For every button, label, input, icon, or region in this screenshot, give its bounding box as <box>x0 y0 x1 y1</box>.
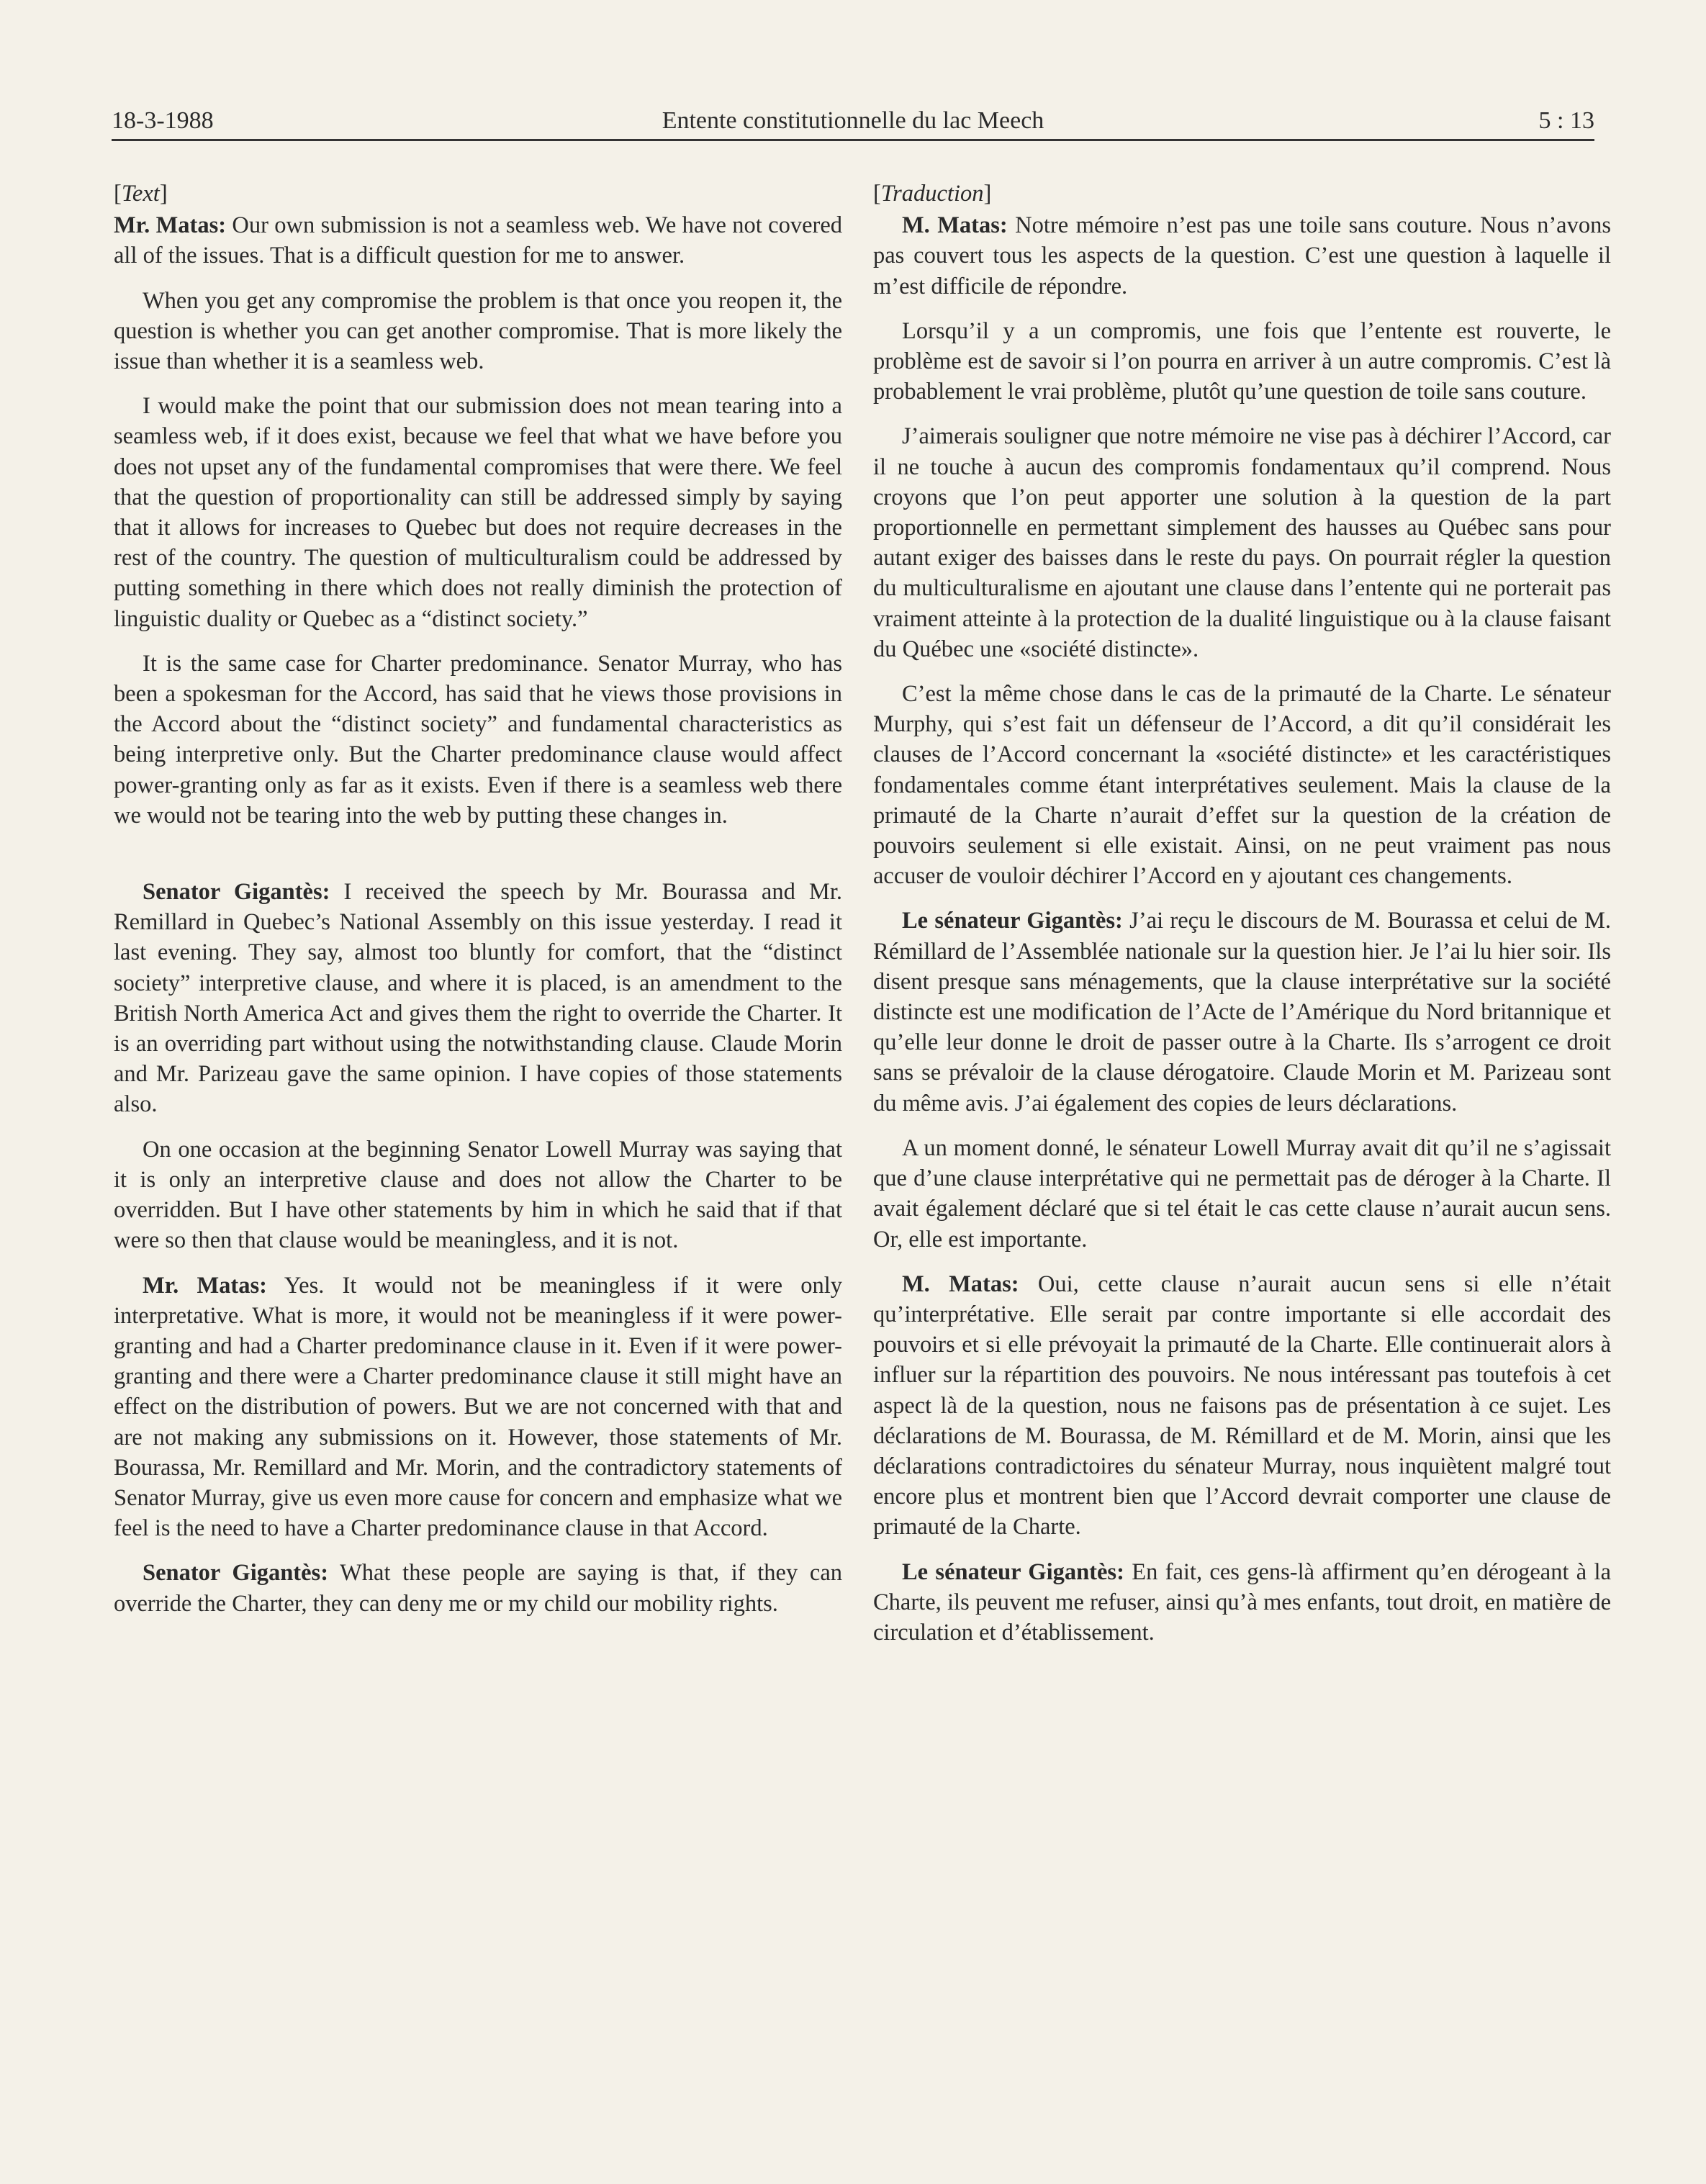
paragraph-text: I received the speech by Mr. Bourassa and Mr. Remillard in Quebec’s National Assembly on this issue yesterday. I read it last evening. They say, almost too bluntly for comfort, that the “distinct society” interpretive clause, and where it is placed, is an amendment to the British North America Act and gives them the right to override the Charter. It is an overriding part without using the notwithstanding clause. Claude Morin and Mr. Parizeau gave the same opinion. I have copies of those statements also. <box>114 879 842 1118</box>
french-column <box>873 179 1611 1662</box>
header-title: Entente constitutionnelle du lac Meech <box>662 107 1044 134</box>
paragraph-text: A un moment donné, le sénateur Lowell Murray avait dit qu’il ne s’agissait que d’une clause interprétative qui ne permettait pas de déroger à la Charte. Il avait également déclaré que si tel était le cas cette clause n’aurait aucun sens. Or, elle est importante. <box>873 1134 1611 1253</box>
paragraph <box>114 877 842 1120</box>
paragraph-text: Yes. It would not be meaningless if it were only interpretative. What is more, it would not be meaningless if it were power-granting and had a Charter predominance clause in it. Even if it were power-granting and there were a Charter predominance clause it still might have an effect on the distribution of powers. But we are not concerned with that and are not making any submissions on it. However, those statements of Mr. Bourassa, Mr. Remillard and Mr. Morin, and the contradictory statements of Senator Murray, give us even more cause for concern and emphasize what we feel is the need to have a Charter predominance clause in that Accord. <box>114 1272 842 1542</box>
speaker-name: M. Matas: <box>902 212 1008 239</box>
paragraph-text: On one occasion at the beginning Senator Lowell Murray was saying that it is only an interpretive clause and does not allow the Charter to be overridden. But I have other statements by him in which he said that if that were so then that clause would be meaningless, and it is not. <box>114 1136 842 1254</box>
paragraph <box>114 210 842 271</box>
speaker-name: Le sénateur Gigantès: <box>902 1558 1124 1585</box>
paragraph-text: Our own submission is not a seamless web. We have not covered all of the issues. That is a difficult question for me to answer. <box>114 212 842 269</box>
paragraph <box>873 906 1611 1118</box>
speaker-name: Senator Gigantès: <box>143 1560 329 1587</box>
paragraph <box>873 210 1611 302</box>
paragraph <box>114 286 842 377</box>
paragraph-text: Notre mémoire n’est pas une toile sans couture. Nous n’avons pas couvert tous les aspects de la question. C’est une question à laquelle il m’est difficile de répondre. <box>873 212 1611 299</box>
paragraph-text: What these people are saying is that, if they can override the Charter, they can deny me or my child our mobility rights. <box>114 1560 843 1617</box>
paragraph <box>873 316 1611 407</box>
paragraph-text: J’ai reçu le discours de M. Bourassa et celui de M. Rémillard de l’Assemblée nationale sur la question hier. Je l’ai lu hier soir. Ils disent presque sans ménagements, que la clause interprétative sur la société distincte est une modification de l’Acte de l’Amérique du Nord britannique et qu’elle leur donne le droit de passer outre à la Charte. Ils s’arrogent ce droit sans se prévaloir de la clause dérogatoire. Claude Morin et M. Parizeau sont du même avis. J’ai également des copies de leurs déclarations. <box>873 908 1611 1116</box>
speaker-name: Mr. Matas: <box>143 1272 267 1299</box>
paragraph <box>873 1269 1611 1543</box>
speaker-name: Senator Gigantès: <box>143 879 330 906</box>
paragraph-text: Oui, cette clause n’aurait aucun sens si elle n’était qu’interprétative. Elle serait par contre importante si elle accordait des pouvoirs et si elle prévoyait la primauté de la Charte. Elle continuerait alors à influer sur la répartition des pouvoirs. Ne nous intéressant pas toutefois à cet aspect là de la question, nous ne faisons pas de présentation à ce sujet. Les déclarations de M. Bourassa, de M. Rémillard et de M. Morin, ainsi que les déclarations contradictoires du sénateur Murray, nous inquiètent malgré tout encore plus et montrent bien que l’Accord devrait comporter une clause de primauté de la Charte. <box>873 1271 1611 1540</box>
header-page-number: 5 : 13 <box>1538 107 1594 134</box>
header-date: 18-3-1988 <box>112 107 214 134</box>
english-column <box>114 179 842 1633</box>
paragraph <box>873 1557 1611 1648</box>
paragraph-text: C’est la même chose dans le cas de la primauté de la Charte. Le sénateur Murphy, qui s’est fait un défenseur de l’Accord, a dit qu’il considérait les clauses de l’Accord concernant la «société distincte» et les caractéristiques fondamentales comme étant interprétatives seulement. Mais la clause de la primauté de la Charte n’aurait d’effet sur la question de la création de pouvoirs seulement si elle existait. Ainsi, on ne peut vraiment pas nous accuser de vouloir déchirer l’Accord en y ajoutant ces changements. <box>873 681 1611 890</box>
paragraph <box>114 1558 842 1618</box>
paragraph <box>114 1271 842 1544</box>
speaker-name: Le sénateur Gigantès: <box>902 908 1123 934</box>
header-rule <box>112 139 1594 141</box>
paragraph <box>873 421 1611 664</box>
paragraph-text: It is the same case for Charter predominance. Senator Murray, who has been a spokesman for the Accord, has said that he views those provisions in the Accord about the “distinct society” and fundamental characteristics as being interpretive only. But the Charter predominance clause would affect power-granting only as far as it exists. Even if there is a seamless web there we would not be tearing into the web by putting these changes in. <box>114 650 842 829</box>
paragraph <box>873 679 1611 891</box>
speaker-name: M. Matas: <box>902 1271 1019 1297</box>
paragraph-text: When you get any compromise the problem is that once you reopen it, the question is whether you can get another compromise. That is more likely the issue than whether it is a seamless web. <box>114 287 842 375</box>
running-header <box>112 107 1594 143</box>
paragraph <box>114 391 842 634</box>
paragraph <box>873 1133 1611 1255</box>
paragraph-text: Lorsqu’il y a un compromis, une fois que l’entente est rouverte, le problème est de savoir si l’on pourra en arriver à un autre compromis. C’est là probablement le vrai problème, plutôt qu’une question de toile sans couture. <box>873 317 1611 405</box>
paragraph-text: J’aimerais souligner que notre mémoire ne vise pas à déchirer l’Accord, car il ne touche à aucun des compromis fondamentaux qu’il comprend. Nous croyons que l’on peut apporter une solution à la question de la part proportionnelle en permettant simplement des hausses au Québec sans pour autant exiger des baisses dans le reste du pays. On pourrait régler la question du multiculturalisme en ajoutant une clause dans l’entente qui ne porterait pas vraiment atteinte à la protection de la dualité linguistique ou à la clause faisant du Québec une «société distincte». <box>873 423 1611 662</box>
paragraph-text: I would make the point that our submission does not mean tearing into a seamless web, if it does exist, because we feel that what we have before you does not upset any of the fundamental compromises that were there. We feel that the question of proportionality can still be addressed simply by saying that it allows for increases to Quebec but does not require decreases in the rest of the country. The question of multiculturalism could be addressed by putting something in there which does not really diminish the protection of linguistic duality or Quebec as a “distinct society.” <box>114 393 842 632</box>
paragraph-text: En fait, ces gens-là affirment qu’en dérogeant à la Charte, ils peuvent me refuser, ainsi qu’à mes enfants, tout droit, en matière de circulation et d’établissement. <box>873 1558 1611 1646</box>
paragraph <box>114 1134 842 1256</box>
section-label-traduction: [Traduction] <box>873 181 992 207</box>
section-label-text: [Text] <box>114 181 168 207</box>
paragraph <box>114 649 842 831</box>
speaker-name: Mr. Matas: <box>114 212 227 239</box>
